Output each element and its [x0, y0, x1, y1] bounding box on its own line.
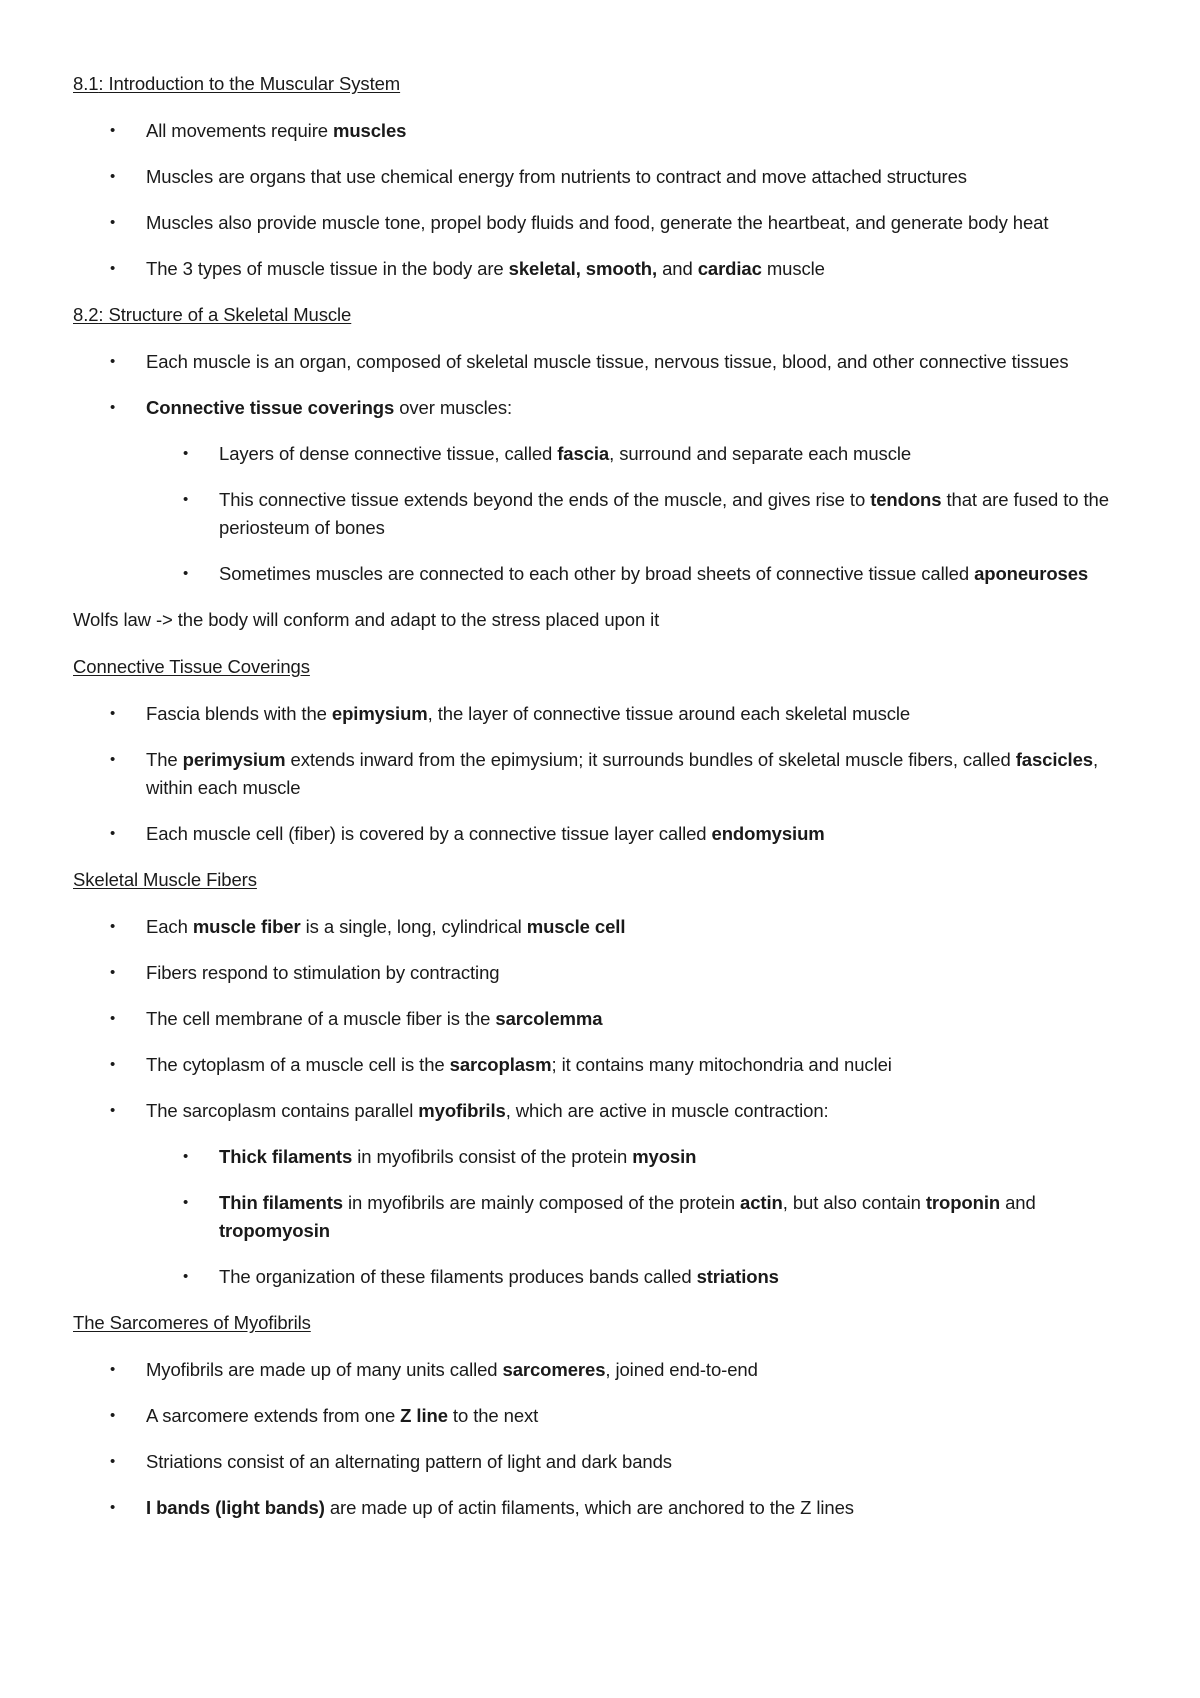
text-run: that are fused to the periosteum of bones: [219, 489, 1109, 538]
text-run: ; it contains many mitochondria and nuclei: [551, 1054, 892, 1075]
text-run: in myofibrils consist of the protein: [352, 1146, 633, 1167]
text-run: Skeletal Muscle Fibers: [73, 869, 257, 890]
bullet-icon: •: [110, 964, 116, 981]
section-heading: [73, 1309, 1133, 1336]
list-item: [73, 348, 1133, 376]
bullet-icon: •: [110, 751, 116, 768]
list-item: [73, 913, 1133, 941]
bold-term: muscles: [332, 120, 407, 141]
text-run: The 3 types of muscle tissue in the body are: [146, 258, 509, 279]
sub-list-item: [73, 440, 1133, 468]
list-item: [73, 1051, 1133, 1079]
bold-term: actin: [740, 1192, 783, 1213]
bullet-list: [73, 348, 1133, 588]
text-run: to the next: [447, 1405, 539, 1426]
text-run: and: [657, 258, 698, 279]
bold-term: Thin filaments: [219, 1192, 343, 1213]
list-item: [73, 1402, 1133, 1430]
bold-term: myofibrils: [418, 1100, 506, 1121]
text-run: Striations consist of an alternating pattern of light and dark bands: [146, 1451, 672, 1472]
bullet-icon: •: [110, 1056, 116, 1073]
sub-list-item: [73, 1143, 1133, 1171]
list-item: [73, 1356, 1133, 1384]
bullet-list: [73, 117, 1133, 283]
bullet-list: [73, 700, 1133, 848]
text-run: : Introduction to the Muscular System: [98, 73, 401, 94]
bullet-list: [73, 913, 1133, 1291]
text-run: , joined end-to-end: [605, 1359, 758, 1380]
list-item: [73, 959, 1133, 987]
text-run: Muscles are organs that use chemical energy from nutrients to contract and move attached structures: [146, 166, 967, 187]
bold-term: troponin: [925, 1192, 1001, 1213]
text-run: , surround and separate each muscle: [609, 443, 912, 464]
bullet-icon: •: [183, 1194, 189, 1211]
bullet-icon: •: [110, 1453, 116, 1470]
list-item: [73, 1448, 1133, 1476]
bullet-icon: •: [110, 1102, 116, 1119]
text-run: Fibers respond to stimulation by contracting: [146, 962, 500, 983]
text-run: Connective Tissue Coverings: [73, 656, 310, 677]
bullet-icon: •: [110, 168, 116, 185]
list-item: [73, 255, 1133, 283]
text-run: A sarcomere extends from one: [146, 1405, 401, 1426]
bold-term: muscle cell: [526, 916, 626, 937]
bullet-icon: •: [110, 825, 116, 842]
list-item: [73, 1097, 1133, 1125]
bold-term: epimysium: [331, 703, 428, 724]
text-run: Each muscle cell (fiber) is covered by a connective tissue layer called: [146, 823, 712, 844]
bold-term: cardiac: [697, 258, 762, 279]
text-run: extends inward from the epimysium; it surrounds bundles of skeletal muscle fibers, called: [285, 749, 1016, 770]
bullet-icon: •: [110, 260, 116, 277]
text-run: 8.2: [73, 304, 99, 325]
bullet-icon: •: [110, 1407, 116, 1424]
bold-term: tropomyosin: [219, 1220, 330, 1241]
text-run: in myofibrils are mainly composed of the protein: [343, 1192, 741, 1213]
bold-term: Connective tissue coverings: [146, 397, 395, 418]
text-run: , which are active in muscle contraction:: [505, 1100, 829, 1121]
section-heading: [73, 653, 1133, 680]
text-run: muscle: [761, 258, 825, 279]
text-run: The sarcoplasm contains parallel: [146, 1100, 419, 1121]
bold-term: skeletal, smooth,: [508, 258, 658, 279]
bold-term: tendons: [870, 489, 942, 510]
list-item: [73, 394, 1133, 422]
list-item: [73, 820, 1133, 848]
text-run: The organization of these filaments produces bands called: [219, 1266, 697, 1287]
list-item: [73, 746, 1133, 802]
bold-term: endomysium: [711, 823, 825, 844]
bullet-icon: •: [110, 1010, 116, 1027]
text-run: Layers of dense connective tissue, called: [219, 443, 558, 464]
section-heading: [73, 301, 1133, 328]
bullet-icon: •: [110, 399, 116, 416]
bold-term: muscle fiber: [192, 916, 301, 937]
bullet-icon: •: [183, 565, 189, 582]
text-run: : Structure of a Skeletal Muscle: [98, 304, 352, 325]
paragraph: [73, 606, 1133, 633]
sub-list-item: [73, 1189, 1133, 1245]
text-run: , but also contain: [782, 1192, 926, 1213]
list-item: [73, 117, 1133, 145]
text-run: All movements require: [146, 120, 333, 141]
bold-term: myosin: [632, 1146, 697, 1167]
list-item: [73, 1005, 1133, 1033]
section-heading: [73, 70, 1133, 97]
bold-term: striations: [696, 1266, 779, 1287]
text-run: Each: [146, 916, 193, 937]
bold-term: sarcolemma: [495, 1008, 603, 1029]
text-run: , the layer of connective tissue around each skeletal muscle: [427, 703, 911, 724]
bold-term: perimysium: [182, 749, 286, 770]
text-run: are made up of actin filaments, which are anchored to the Z lines: [324, 1497, 854, 1518]
text-run: over muscles:: [394, 397, 513, 418]
text-run: , within each muscle: [146, 749, 1099, 798]
section-heading: [73, 866, 1133, 893]
list-item: [73, 209, 1133, 237]
bold-term: sarcoplasm: [449, 1054, 552, 1075]
bullet-icon: •: [110, 353, 116, 370]
sub-list-item: [73, 560, 1133, 588]
text-run: 8.1: [73, 73, 99, 94]
bullet-icon: •: [183, 491, 189, 508]
bullet-icon: •: [110, 918, 116, 935]
sub-list-item: [73, 486, 1133, 542]
text-run: Fascia blends with the: [146, 703, 332, 724]
bold-term: Z line: [400, 1405, 448, 1426]
bullet-icon: •: [110, 122, 116, 139]
text-run: Wolfs law -> the body will conform and adapt to the stress placed upon it: [73, 609, 660, 630]
list-item: [73, 1494, 1133, 1522]
sub-list-item: [73, 1263, 1133, 1291]
text-run: The cell membrane of a muscle fiber is the: [146, 1008, 496, 1029]
text-run: This connective tissue extends beyond the ends of the muscle, and gives rise to: [219, 489, 871, 510]
bold-term: Thick filaments: [219, 1146, 353, 1167]
bullet-icon: •: [110, 1499, 116, 1516]
bullet-list: [73, 1356, 1133, 1522]
text-run: and: [1000, 1192, 1036, 1213]
bold-term: sarcomeres: [502, 1359, 606, 1380]
bullet-icon: •: [183, 1268, 189, 1285]
text-run: Myofibrils are made up of many units called: [146, 1359, 503, 1380]
text-run: The: [146, 749, 183, 770]
bold-term: fascicles: [1015, 749, 1093, 770]
text-run: Muscles also provide muscle tone, propel body fluids and food, generate the heartbeat, and generate body heat: [146, 212, 1049, 233]
bullet-icon: •: [110, 214, 116, 231]
text-run: Sometimes muscles are connected to each other by broad sheets of connective tissue called: [219, 563, 975, 584]
text-run: is a single, long, cylindrical: [300, 916, 527, 937]
text-run: The Sarcomeres of Myofibrils: [73, 1312, 311, 1333]
bold-term: aponeuroses: [974, 563, 1089, 584]
list-item: [73, 163, 1133, 191]
bullet-icon: •: [183, 1148, 189, 1165]
list-item: [73, 700, 1133, 728]
bold-term: I bands (light bands): [146, 1497, 325, 1518]
bullet-icon: •: [110, 705, 116, 722]
bullet-icon: •: [183, 445, 189, 462]
bullet-icon: •: [110, 1361, 116, 1378]
text-run: Each muscle is an organ, composed of skeletal muscle tissue, nervous tissue, blood, and other connective tissues: [146, 351, 1069, 372]
document-body: [73, 70, 1133, 1540]
bold-term: fascia: [557, 443, 610, 464]
text-run: The cytoplasm of a muscle cell is the: [146, 1054, 450, 1075]
